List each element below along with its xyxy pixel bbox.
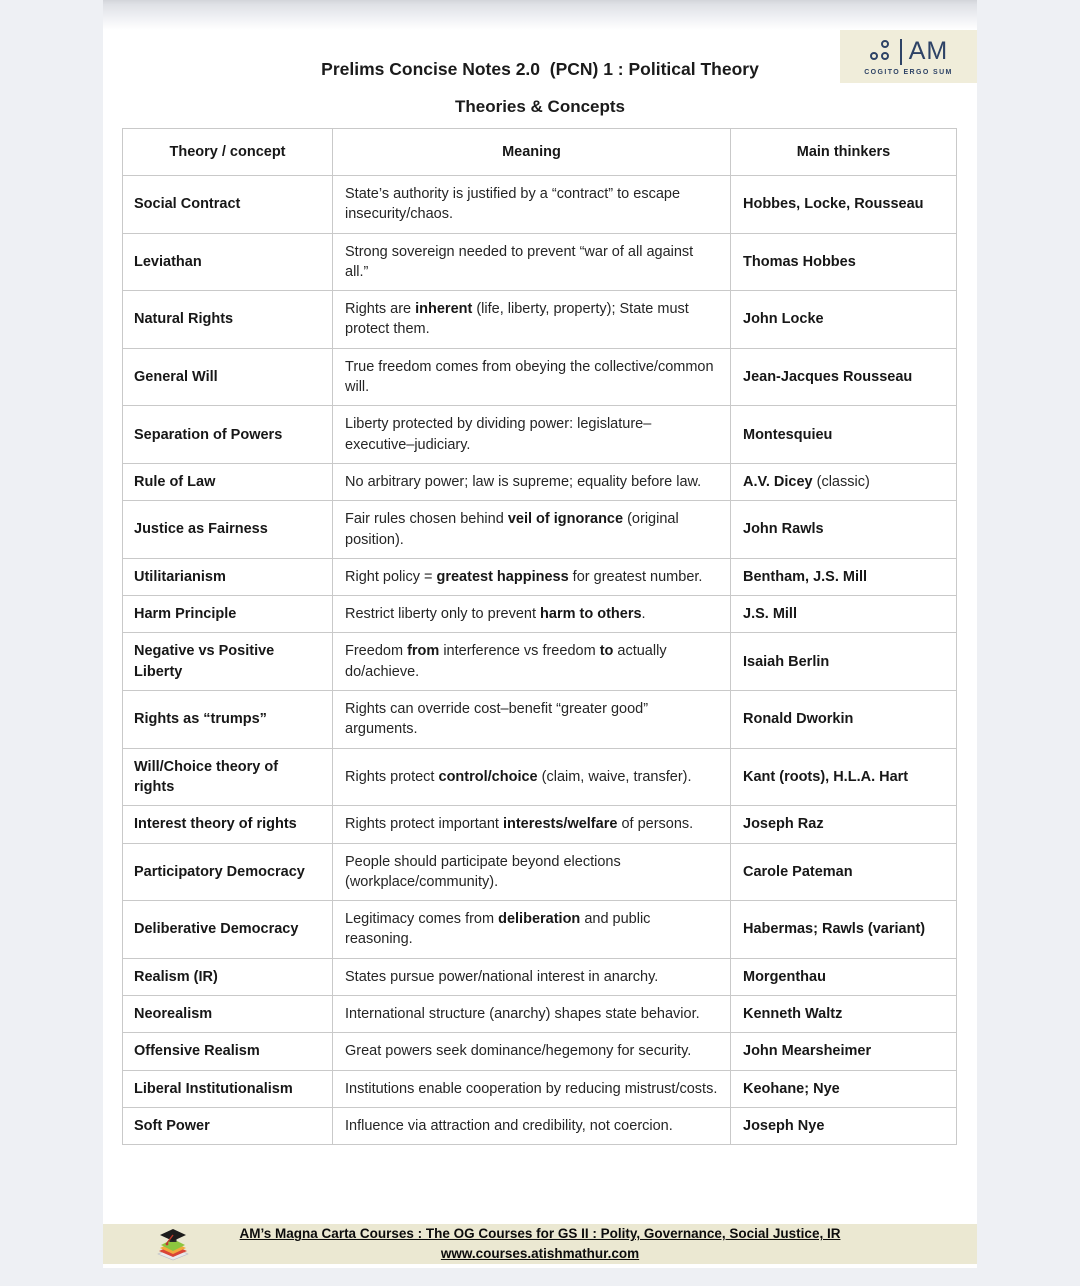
thinkers-cell: Montesquieu bbox=[731, 406, 957, 464]
meaning-cell: Right policy = greatest happiness for greatest number. bbox=[333, 558, 731, 595]
table-row bbox=[123, 1107, 957, 1144]
theory-cell: Soft Power bbox=[123, 1107, 333, 1144]
meaning-cell: Fair rules chosen behind veil of ignorance (original position). bbox=[333, 501, 731, 559]
table-row bbox=[123, 691, 957, 749]
theory-cell: Participatory Democracy bbox=[123, 843, 333, 901]
meaning-cell: People should participate beyond elections (workplace/community). bbox=[333, 843, 731, 901]
thinkers-cell: John Locke bbox=[731, 291, 957, 349]
page-subtitle: Theories & Concepts bbox=[454, 97, 626, 116]
theory-cell: Deliberative Democracy bbox=[123, 901, 333, 959]
table-row bbox=[123, 291, 957, 349]
thinkers-cell: John Rawls bbox=[731, 501, 957, 559]
meaning-cell: Freedom from interference vs freedom to actually do/achieve. bbox=[333, 633, 731, 691]
meaning-cell: Rights are inherent (life, liberty, property); State must protect them. bbox=[333, 291, 731, 349]
thinkers-cell: Hobbes, Locke, Rousseau bbox=[731, 176, 957, 234]
theory-cell: Social Contract bbox=[123, 176, 333, 234]
meaning-cell: States pursue power/national interest in anarchy. bbox=[333, 958, 731, 995]
thinkers-cell: Thomas Hobbes bbox=[731, 233, 957, 291]
table-row bbox=[123, 233, 957, 291]
table-row bbox=[123, 348, 957, 406]
table-row bbox=[123, 901, 957, 959]
column-header: Main thinkers bbox=[731, 129, 957, 176]
thinkers-cell: Kenneth Waltz bbox=[731, 996, 957, 1033]
meaning-cell: State’s authority is justified by a “contract” to escape insecurity/chaos. bbox=[333, 176, 731, 234]
theory-cell: General Will bbox=[123, 348, 333, 406]
theory-cell: Realism (IR) bbox=[123, 958, 333, 995]
footer-links bbox=[240, 1224, 841, 1263]
table-row bbox=[123, 463, 957, 500]
thinkers-cell: J.S. Mill bbox=[731, 596, 957, 633]
table-row bbox=[123, 996, 957, 1033]
footer-course-link[interactable]: AM’s Magna Carta Courses : The OG Courses for GS II : Polity, Governance, Social Justice, IR bbox=[239, 1226, 841, 1242]
thinkers-cell: Joseph Nye bbox=[731, 1107, 957, 1144]
column-header: Theory / concept bbox=[123, 129, 333, 176]
meaning-cell: Rights can override cost–benefit “greater good” arguments. bbox=[333, 691, 731, 749]
thinkers-cell: Kant (roots), H.L.A. Hart bbox=[731, 748, 957, 806]
meaning-cell: Legitimacy comes from deliberation and public reasoning. bbox=[333, 901, 731, 959]
footer-banner bbox=[103, 1224, 977, 1264]
thinkers-cell: Habermas; Rawls (variant) bbox=[731, 901, 957, 959]
theory-cell: Justice as Fairness bbox=[123, 501, 333, 559]
table-header-row bbox=[123, 129, 957, 176]
thinkers-cell: Morgenthau bbox=[731, 958, 957, 995]
table-row bbox=[123, 406, 957, 464]
column-header: Meaning bbox=[333, 129, 731, 176]
theory-cell: Leviathan bbox=[123, 233, 333, 291]
theory-cell: Natural Rights bbox=[123, 291, 333, 349]
table-row bbox=[123, 596, 957, 633]
pdf-page bbox=[103, 0, 977, 1268]
theory-cell: Liberal Institutionalism bbox=[123, 1070, 333, 1107]
thinkers-cell: Isaiah Berlin bbox=[731, 633, 957, 691]
logo-wordmark: AM bbox=[908, 37, 949, 65]
table-row bbox=[123, 633, 957, 691]
thinkers-cell: Jean-Jacques Rousseau bbox=[731, 348, 957, 406]
thinkers-cell: Ronald Dworkin bbox=[731, 691, 957, 749]
theory-cell: Utilitarianism bbox=[123, 558, 333, 595]
table-row bbox=[123, 748, 957, 806]
graduation-cap-books-icon bbox=[155, 1227, 191, 1261]
meaning-cell: Liberty protected by dividing power: legislature–executive–judiciary. bbox=[333, 406, 731, 464]
theory-cell: Neorealism bbox=[123, 996, 333, 1033]
meaning-cell: Great powers seek dominance/hegemony for security. bbox=[333, 1033, 731, 1070]
theory-cell: Interest theory of rights bbox=[123, 806, 333, 843]
thinkers-cell: John Mearsheimer bbox=[731, 1033, 957, 1070]
theory-cell: Negative vs Positive Liberty bbox=[123, 633, 333, 691]
thinkers-cell: A.V. Dicey (classic) bbox=[731, 463, 957, 500]
meaning-cell: Restrict liberty only to prevent harm to others. bbox=[333, 596, 731, 633]
theory-cell: Separation of Powers bbox=[123, 406, 333, 464]
meaning-cell: True freedom comes from obeying the collective/common will. bbox=[333, 348, 731, 406]
theories-table bbox=[122, 128, 957, 1145]
table-row bbox=[123, 843, 957, 901]
footer-url-link[interactable]: www.courses.atishmathur.com bbox=[440, 1246, 640, 1261]
table-row bbox=[123, 501, 957, 559]
meaning-cell: Influence via attraction and credibility, not coercion. bbox=[333, 1107, 731, 1144]
thinkers-cell: Joseph Raz bbox=[731, 806, 957, 843]
page-title: Prelims Concise Notes 2.0 (PCN) 1 : Political Theory bbox=[321, 59, 759, 79]
thinkers-cell: Keohane; Nye bbox=[731, 1070, 957, 1107]
table-row bbox=[123, 176, 957, 234]
theory-cell: Will/Choice theory of rights bbox=[123, 748, 333, 806]
table-row bbox=[123, 558, 957, 595]
theory-cell: Rule of Law bbox=[123, 463, 333, 500]
thinkers-cell: Bentham, J.S. Mill bbox=[731, 558, 957, 595]
table-body bbox=[123, 176, 957, 1145]
meaning-cell: Rights protect important interests/welfare of persons. bbox=[333, 806, 731, 843]
theory-cell: Harm Principle bbox=[123, 596, 333, 633]
thinkers-cell: Carole Pateman bbox=[731, 843, 957, 901]
meaning-cell: No arbitrary power; law is supreme; equality before law. bbox=[333, 463, 731, 500]
meaning-cell: Strong sovereign needed to prevent “war of all against all.” bbox=[333, 233, 731, 291]
table-row bbox=[123, 1033, 957, 1070]
page-top-shadow bbox=[103, 0, 977, 30]
meaning-cell: Institutions enable cooperation by reducing mistrust/costs. bbox=[333, 1070, 731, 1107]
table-row bbox=[123, 1070, 957, 1107]
table-row bbox=[123, 806, 957, 843]
meaning-cell: Rights protect control/choice (claim, waive, transfer). bbox=[333, 748, 731, 806]
theory-cell: Offensive Realism bbox=[123, 1033, 333, 1070]
logo-tagline: COGITO ERGO SUM bbox=[864, 69, 953, 76]
meaning-cell: International structure (anarchy) shapes state behavior. bbox=[333, 996, 731, 1033]
theory-cell: Rights as “trumps” bbox=[123, 691, 333, 749]
table-row bbox=[123, 958, 957, 995]
